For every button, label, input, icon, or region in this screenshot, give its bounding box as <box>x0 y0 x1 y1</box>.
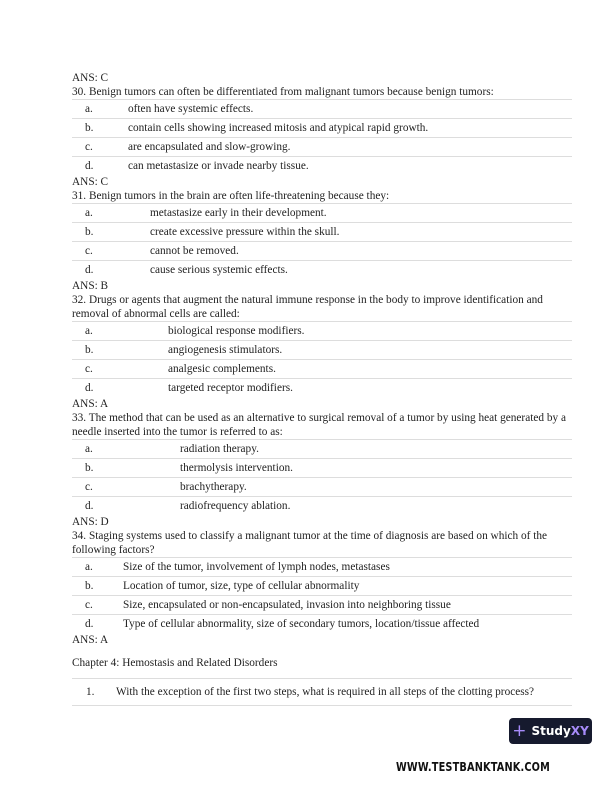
question-text: 31. Benign tumors in the brain are often life-threatening because they: <box>72 190 390 202</box>
content <box>72 71 572 706</box>
option-row <box>72 595 572 614</box>
question-block <box>72 293 572 411</box>
option-text: metastasize early in their development. <box>150 207 327 219</box>
option-text: contain cells showing increased mitosis and atypical rapid growth. <box>128 122 429 134</box>
option-text: cannot be removed. <box>150 245 239 257</box>
option-text: are encapsulated and slow-growing. <box>128 141 291 153</box>
answer-line: ANS: B <box>72 280 109 292</box>
option-text: Type of cellular abnormality, size of secondary tumors, location/tissue affected <box>123 618 480 630</box>
option-text: thermolysis intervention. <box>180 462 293 474</box>
option-row <box>72 496 572 515</box>
option-letter: c. <box>85 363 93 375</box>
item-number: 1. <box>86 686 95 698</box>
option-letter: b. <box>85 344 94 356</box>
option-row <box>72 118 572 137</box>
option-letter: a. <box>85 443 93 455</box>
option-text: brachytherapy. <box>180 481 247 493</box>
answer-line: ANS: A <box>72 634 109 646</box>
question-block <box>72 411 572 529</box>
option-row <box>72 557 572 576</box>
studyxy-logo[interactable] <box>509 718 592 744</box>
option-letter: c. <box>85 245 93 257</box>
item-text: With the exception of the first two steps, what is required in all steps of the clotting process? <box>116 686 535 698</box>
question-text: 33. The method that can be used as an alternative to surgical removal of a tumor by using heat generated by a needle inserted into the tumor is referred to as: <box>72 412 566 438</box>
option-text: can metastasize or invade nearby tissue. <box>128 160 309 172</box>
option-row <box>72 99 572 118</box>
option-row <box>72 458 572 477</box>
option-text: Size of the tumor, involvement of lymph nodes, metastases <box>123 561 390 573</box>
option-row <box>72 203 572 222</box>
option-row <box>72 439 572 458</box>
question-text: 30. Benign tumors can often be differentiated from malignant tumors because benign tumors: <box>72 86 494 98</box>
option-letter: b. <box>85 580 94 592</box>
option-text: targeted receptor modifiers. <box>168 382 293 394</box>
option-letter: c. <box>85 141 93 153</box>
question-block <box>72 85 572 189</box>
option-letter: c. <box>85 481 93 493</box>
option-letter: c. <box>85 599 93 611</box>
option-letter: d. <box>85 382 94 394</box>
option-letter: a. <box>85 325 93 337</box>
question-block <box>72 529 572 647</box>
option-text: Location of tumor, size, type of cellular abnormality <box>123 580 360 592</box>
option-row <box>72 378 572 397</box>
options-list <box>72 557 572 633</box>
options-list <box>72 439 572 515</box>
question-item <box>72 678 572 706</box>
option-text: radiation therapy. <box>180 443 259 455</box>
options-list <box>72 203 572 279</box>
option-text: analgesic complements. <box>168 363 276 375</box>
option-text: Size, encapsulated or non-encapsulated, invasion into neighboring tissue <box>123 599 451 611</box>
option-row <box>72 260 572 279</box>
plus-icon: + <box>512 721 527 741</box>
option-letter: d. <box>85 500 94 512</box>
option-row <box>72 321 572 340</box>
option-text: cause serious systemic effects. <box>150 264 288 276</box>
option-row <box>72 340 572 359</box>
option-letter: b. <box>85 122 94 134</box>
option-letter: b. <box>85 462 94 474</box>
option-row <box>72 576 572 595</box>
chapter-heading: Chapter 4: Hemostasis and Related Disorders <box>72 657 278 669</box>
option-text: angiogenesis stimulators. <box>168 344 283 356</box>
option-letter: b. <box>85 226 94 238</box>
question-text: 32. Drugs or agents that augment the natural immune response in the body to improve identification and removal of abnormal cells are called: <box>72 294 543 320</box>
option-text: create excessive pressure within the skull. <box>150 226 340 238</box>
answer-line: ANS: A <box>72 398 109 410</box>
option-letter: a. <box>85 207 93 219</box>
option-row <box>72 137 572 156</box>
answer-line: ANS: C <box>72 72 109 84</box>
option-row <box>72 477 572 496</box>
question-block <box>72 189 572 293</box>
answer-line: ANS: C <box>72 176 109 188</box>
option-text: often have systemic effects. <box>128 103 254 115</box>
option-letter: d. <box>85 160 94 172</box>
options-list <box>72 99 572 175</box>
option-letter: a. <box>85 561 93 573</box>
badge-name: Study <box>531 724 571 738</box>
option-row <box>72 156 572 175</box>
option-letter: a. <box>85 103 93 115</box>
badge-suffix: XY <box>570 724 589 738</box>
option-letter: d. <box>85 264 94 276</box>
option-letter: d. <box>85 618 94 630</box>
option-row <box>72 359 572 378</box>
answer-line: ANS: D <box>72 516 109 528</box>
option-text: biological response modifiers. <box>168 325 305 337</box>
option-row <box>72 614 572 633</box>
option-text: radiofrequency ablation. <box>180 500 291 512</box>
question-text: 34. Staging systems used to classify a malignant tumor at the time of diagnosis are based on which of the following factors? <box>72 530 548 556</box>
questions-list <box>72 85 572 647</box>
options-list <box>72 321 572 397</box>
option-row <box>72 222 572 241</box>
site-url: WWW.TESTBANKTANK.COM <box>396 759 550 774</box>
option-row <box>72 241 572 260</box>
